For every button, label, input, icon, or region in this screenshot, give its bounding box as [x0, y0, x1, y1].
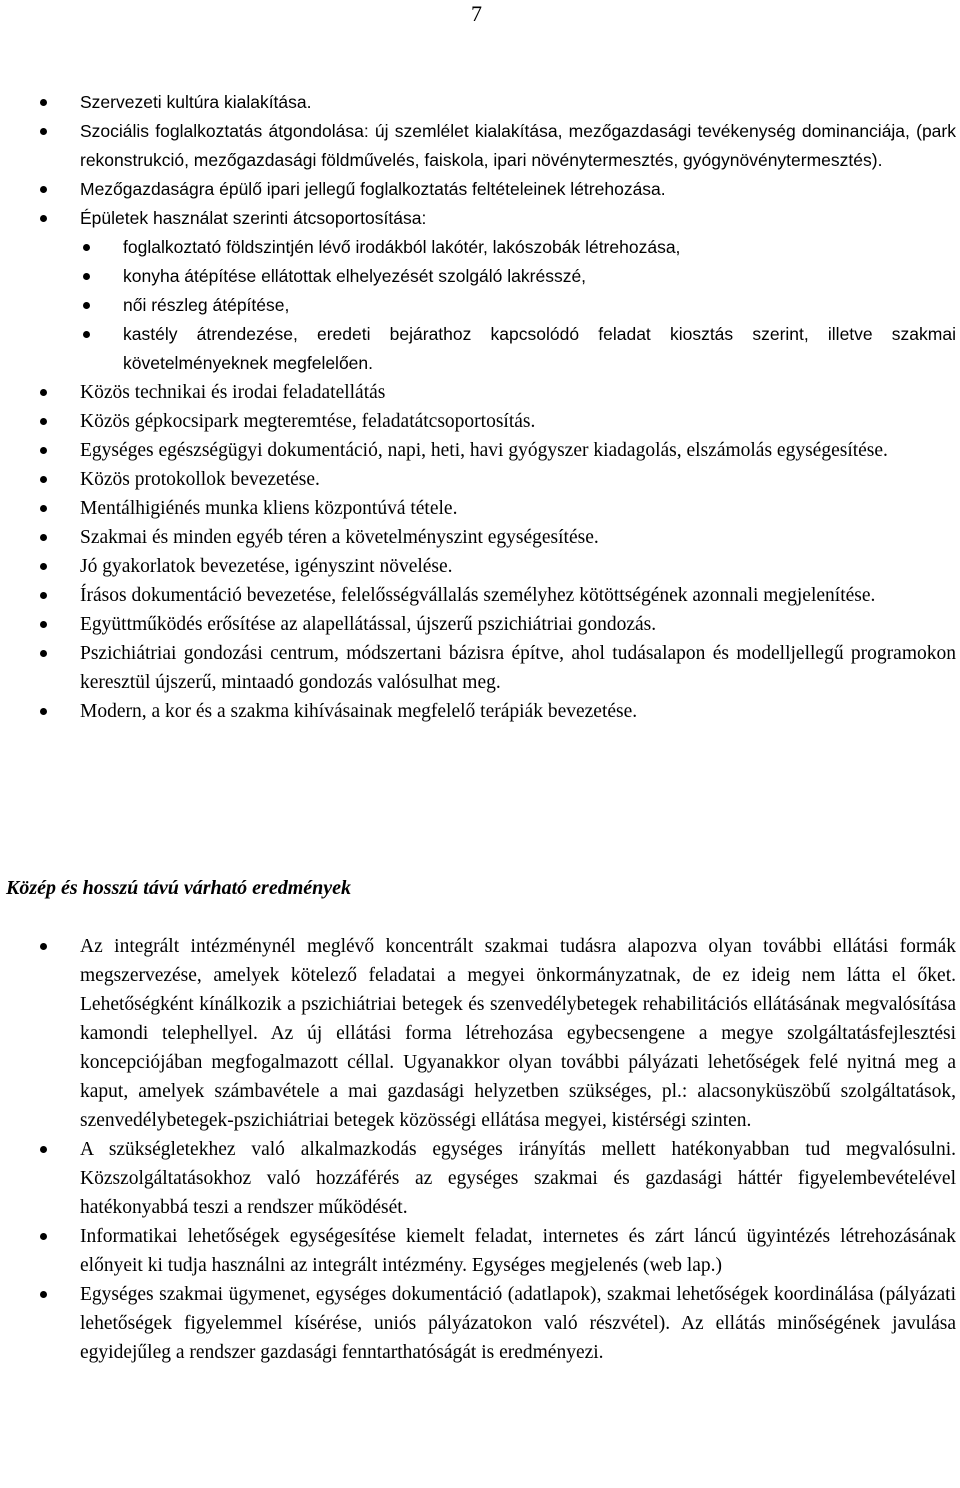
list-item: Egységes szakmai ügymenet, egységes dokumentáció (adatlapok), szakmai lehetőségek koordinálása (pályázati lehetőségek figyelemmel kísérése, uniós pályázatokon való részvétel). Az ellátás minőségének javulása egyidejűleg a rendszer gazdasági fenntarthatóságát is eredményezi. [0, 1280, 960, 1367]
list-item: Szakmai és minden egyéb téren a követelményszint egységesítése. [0, 523, 960, 552]
list-item: Mezőgazdaságra épülő ipari jellegű foglalkoztatás feltételeinek létrehozása. [0, 175, 960, 204]
bullet-list-measures [0, 88, 960, 726]
list-item: Mentálhigiénés munka kliens központúvá tétele. [0, 494, 960, 523]
page-number: 7 [471, 1, 482, 26]
list-item: Egységes egészségügyi dokumentáció, napi, heti, havi gyógyszer kiadagolás, elszámolás egységesítése. [0, 436, 960, 465]
list-item: Informatikai lehetőségek egységesítése kiemelt feladat, internetes és zárt láncú ügyintézés létrehozásának előnyeit ki tudja használni az integrált intézmény. Egységes megjelenés (web lap.) [0, 1222, 960, 1280]
sub-list-item: konyha átépítése ellátottak elhelyezését szolgáló lakrésszé, [0, 262, 960, 291]
list-item: Szociális foglalkoztatás átgondolása: új szemlélet kialakítása, mezőgazdasági tevékenység dominanciája, (park rekonstrukció, mezőgazdasági földművelés, faiskola, ipari növénytermesztés, gyógynövénytermesztés). [0, 117, 960, 175]
list-item: Modern, a kor és a szakma kihívásainak megfelelő terápiák bevezetése. [0, 697, 960, 726]
section-heading: Közép és hosszú távú várható eredmények [6, 877, 351, 899]
list-item: Közös technikai és irodai feladatellátás [0, 378, 960, 407]
list-item: Pszichiátriai gondozási centrum, módszertani bázisra építve, ahol tudásalapon és modelljellegű programokon keresztül újszerű, mintaadó gondozás valósulhat meg. [0, 639, 960, 697]
list-item: Épületek használat szerinti átcsoportosítása: [0, 204, 960, 233]
list-item: Jó gyakorlatok bevezetése, igényszint növelése. [0, 552, 960, 581]
list-item: A szükségletekhez való alkalmazkodás egységes irányítás mellett hatékonyabban tud megvalósulni. Közszolgáltatásokhoz való hozzáférés az egységes szakmai és gazdasági háttér figyelembevételével hatékonyabbá teszi a rendszer működését. [0, 1135, 960, 1222]
bullet-list-results [0, 932, 960, 1367]
sub-list-item: női részleg átépítése, [0, 291, 960, 320]
list-item: Az integrált intézménynél meglévő koncentrált szakmai tudásra alapozva olyan további ellátási formák megszervezése, amelyek kötelező feladatai a megyei önkormányzatnak, de ez ideig nem látta el őket. Lehetőségként kínálkozik a pszichiátriai betegek és szenvedélybetegek rehabilitációs ellátásának megvalósítása kamondi telephellyel. Az új ellátási forma létrehozása egybecsengene a megye szolgáltatásfejlesztési koncepciójában megfogalmazott céllal. Ugyanakkor olyan további pályázati lehetőségek felé nyitná meg a kaput, amelyek számbavétele a mai gazdasági helyzetben szükséges, pl.: alacsonyküszöbű szolgáltatások, szenvedélybetegek-pszichiátriai betegek közösségi ellátása megyei, kistérségi szinten. [0, 932, 960, 1135]
list-item: Közös gépkocsipark megteremtése, feladatátcsoportosítás. [0, 407, 960, 436]
sub-list-item: kastély átrendezése, eredeti bejárathoz kapcsolódó feladat kiosztás szerint, illetve szakmai követelményeknek megfelelően. [0, 320, 960, 378]
list-item: Közös protokollok bevezetése. [0, 465, 960, 494]
list-item: Írásos dokumentáció bevezetése, felelősségvállalás személyhez kötöttségének azonnali megjelenítése. [0, 581, 960, 610]
list-item: Szervezeti kultúra kialakítása. [0, 88, 960, 117]
sub-list-item: foglalkoztató földszintjén lévő irodákból lakótér, lakószobák létrehozása, [0, 233, 960, 262]
list-item: Együttműködés erősítése az alapellátással, újszerű pszichiátriai gondozás. [0, 610, 960, 639]
